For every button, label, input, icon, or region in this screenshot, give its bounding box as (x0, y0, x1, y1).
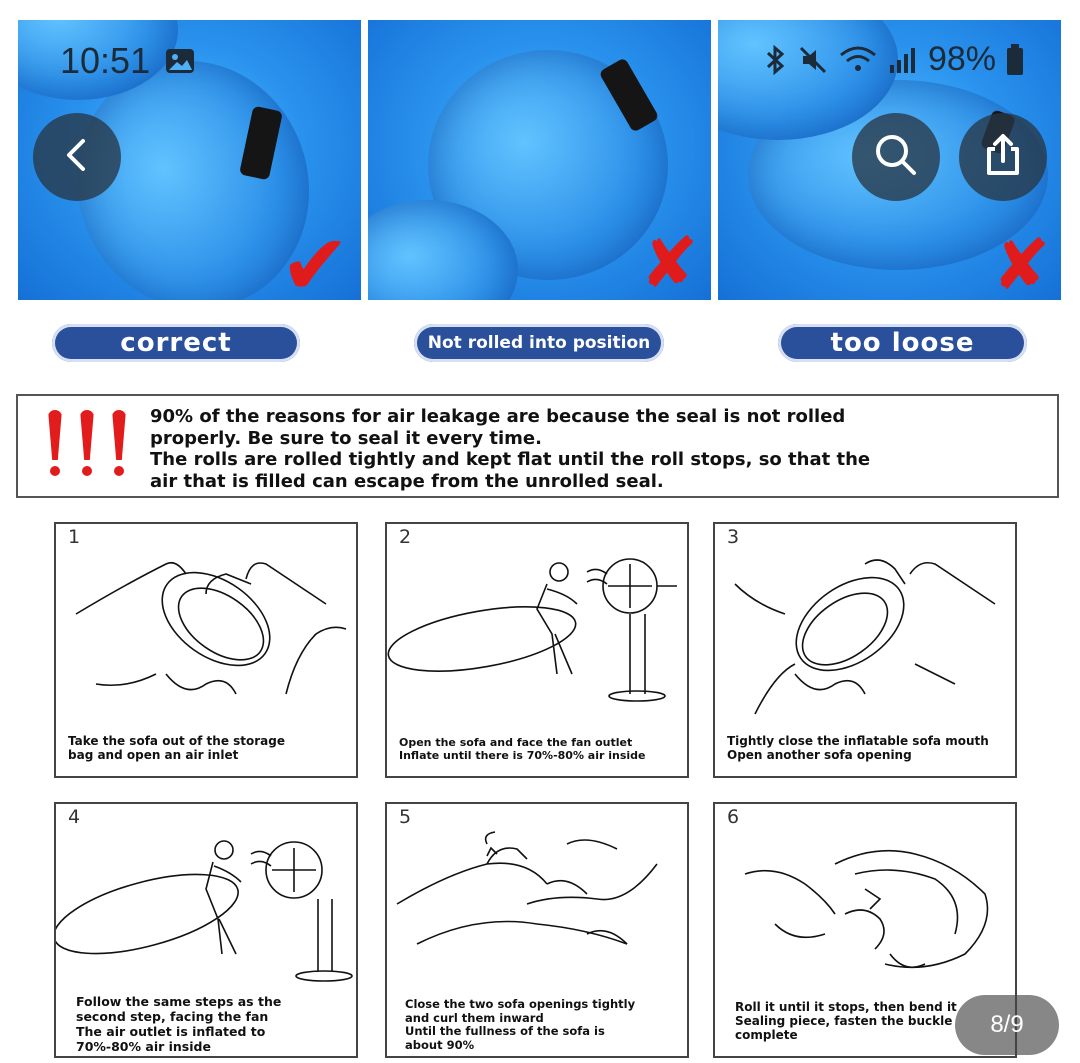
step-panel (385, 522, 689, 778)
caption-line: bag and open an air inlet (68, 748, 239, 762)
warning-line: air that is filled can escape from the unrolled seal. (150, 470, 664, 492)
caption-line: The air outlet is inflated to (76, 1024, 266, 1039)
back-button[interactable] (33, 113, 121, 201)
step-6-illustration (715, 804, 1015, 994)
signal-icon (888, 45, 918, 75)
warning-line: properly. Be sure to seal it every time. (150, 427, 542, 449)
step-panel (713, 522, 1017, 778)
status-time (60, 40, 196, 84)
step-number: 1 (68, 526, 81, 548)
step-panel (385, 802, 689, 1058)
step-number: 5 (399, 806, 412, 828)
warning-line: The rolls are rolled tightly and kept flat until the roll stops, so that the (150, 449, 871, 470)
cross-mark-icon: ✘ (640, 222, 699, 300)
search-icon (872, 131, 920, 183)
step-4-illustration (56, 804, 356, 994)
warning-text (150, 406, 1050, 492)
caption-line: Open another sofa opening (727, 748, 912, 762)
caption-line: Take the sofa out of the storage (68, 734, 285, 748)
caption-line: Open the sofa and face the fan outlet (399, 736, 633, 749)
share-icon (979, 131, 1027, 183)
cross-mark-icon: ✘ (992, 224, 1051, 300)
bluetooth-icon (764, 45, 788, 75)
page-counter: 8/9 (955, 995, 1059, 1055)
caption-line: about 90% (405, 1037, 475, 1052)
step-number: 6 (727, 806, 740, 828)
step-panel (54, 802, 358, 1058)
chevron-left-icon (57, 135, 97, 179)
step-panel (54, 522, 358, 778)
label-not-rolled: Not rolled into position (414, 324, 664, 362)
battery-icon (1006, 44, 1024, 76)
caption-line: second step, facing the fan (76, 1009, 269, 1024)
step-3-illustration (715, 524, 1015, 734)
image-icon (164, 42, 196, 84)
share-button[interactable] (959, 113, 1047, 201)
battery-percent: 98% (927, 40, 996, 78)
status-icons (764, 40, 1024, 79)
step-1-illustration (56, 524, 356, 734)
label-too-loose: too loose (778, 324, 1027, 362)
step-number: 2 (399, 526, 412, 548)
warning-line: 90% of the reasons for air leakage are because the seal is not rolled (150, 406, 846, 427)
wifi-icon (838, 45, 878, 75)
caption-line: Follow the same steps as the (76, 994, 282, 1009)
caption-line: 70%-80% air inside (76, 1039, 211, 1054)
step-number: 3 (727, 526, 740, 548)
step-number: 4 (68, 806, 81, 828)
caption-line: Roll it until it stops, then bend it (735, 1000, 957, 1014)
caption-line: Inflate until there is 70%-80% air inside (399, 749, 646, 762)
caption-line: and curl them inward (405, 1010, 544, 1025)
mute-icon (798, 45, 828, 75)
step-caption (399, 736, 679, 762)
caption-line: Close the two sofa openings tightly (405, 997, 636, 1011)
clock: 10:51 (60, 40, 151, 81)
caption-line: Tightly close the inflatable sofa mouth (727, 734, 989, 748)
step-caption (727, 734, 1007, 762)
photo-not-rolled (368, 20, 711, 300)
step-caption (76, 994, 348, 1054)
label-correct: correct (52, 324, 300, 362)
warning-box (16, 394, 1059, 498)
check-mark-icon: ✔ (280, 216, 351, 300)
step-2-illustration (387, 524, 687, 734)
step-caption (405, 998, 679, 1052)
caption-line: Sealing piece, fasten the buckle (735, 1014, 953, 1028)
caption-line: Until the fullness of the sofa is (405, 1024, 605, 1038)
step-caption (68, 734, 348, 762)
search-button[interactable] (852, 113, 940, 201)
step-5-illustration (387, 804, 687, 994)
caption-line: complete (735, 1028, 798, 1042)
exclamation-icon (46, 410, 128, 480)
